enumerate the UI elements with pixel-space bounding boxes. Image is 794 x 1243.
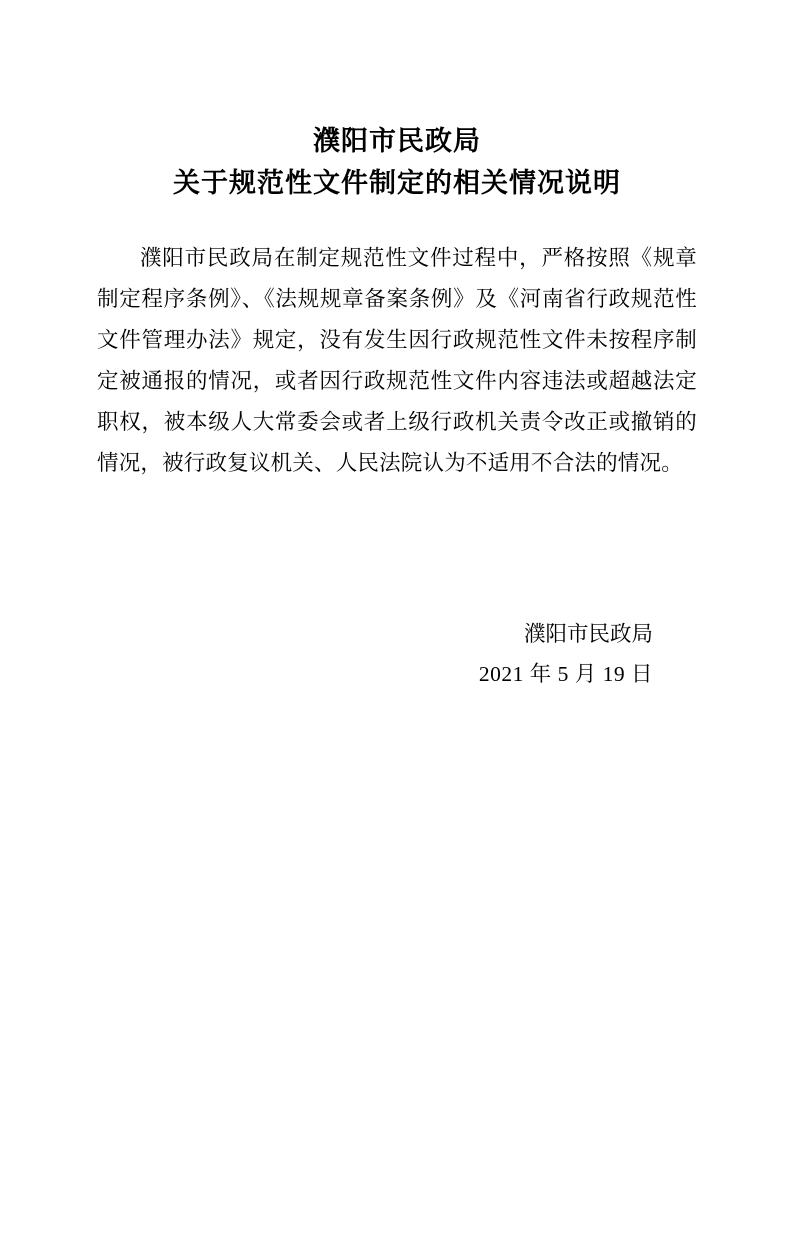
document-body [97,238,697,484]
signature-date: 2021 年 5 月 19 日 [478,662,653,686]
body-paragraph: 濮阳市民政局在制定规范性文件过程中，严格按照《规章制定程序条例》、《法规规章备案条例》及《河南省行政规范性文件管理办法》规定，没有发生因行政规范性文件未按程序制定被通报的情况，或者因行政规范性文件内容违法或超越法定职权，被本级人大常委会或者上级行政机关责令改正或撤销的情况，被行政复议机关、人民法院认为不适用不合法的情况。 [97,246,697,475]
title-line-1: 濮阳市民政局 [313,126,481,156]
document-page [0,120,794,1243]
signature-organization: 濮阳市民政局 [523,622,653,646]
title-line-2: 关于规范性文件制定的相关情况说明 [173,168,621,198]
signature-block [53,614,741,694]
document-title [0,120,794,204]
